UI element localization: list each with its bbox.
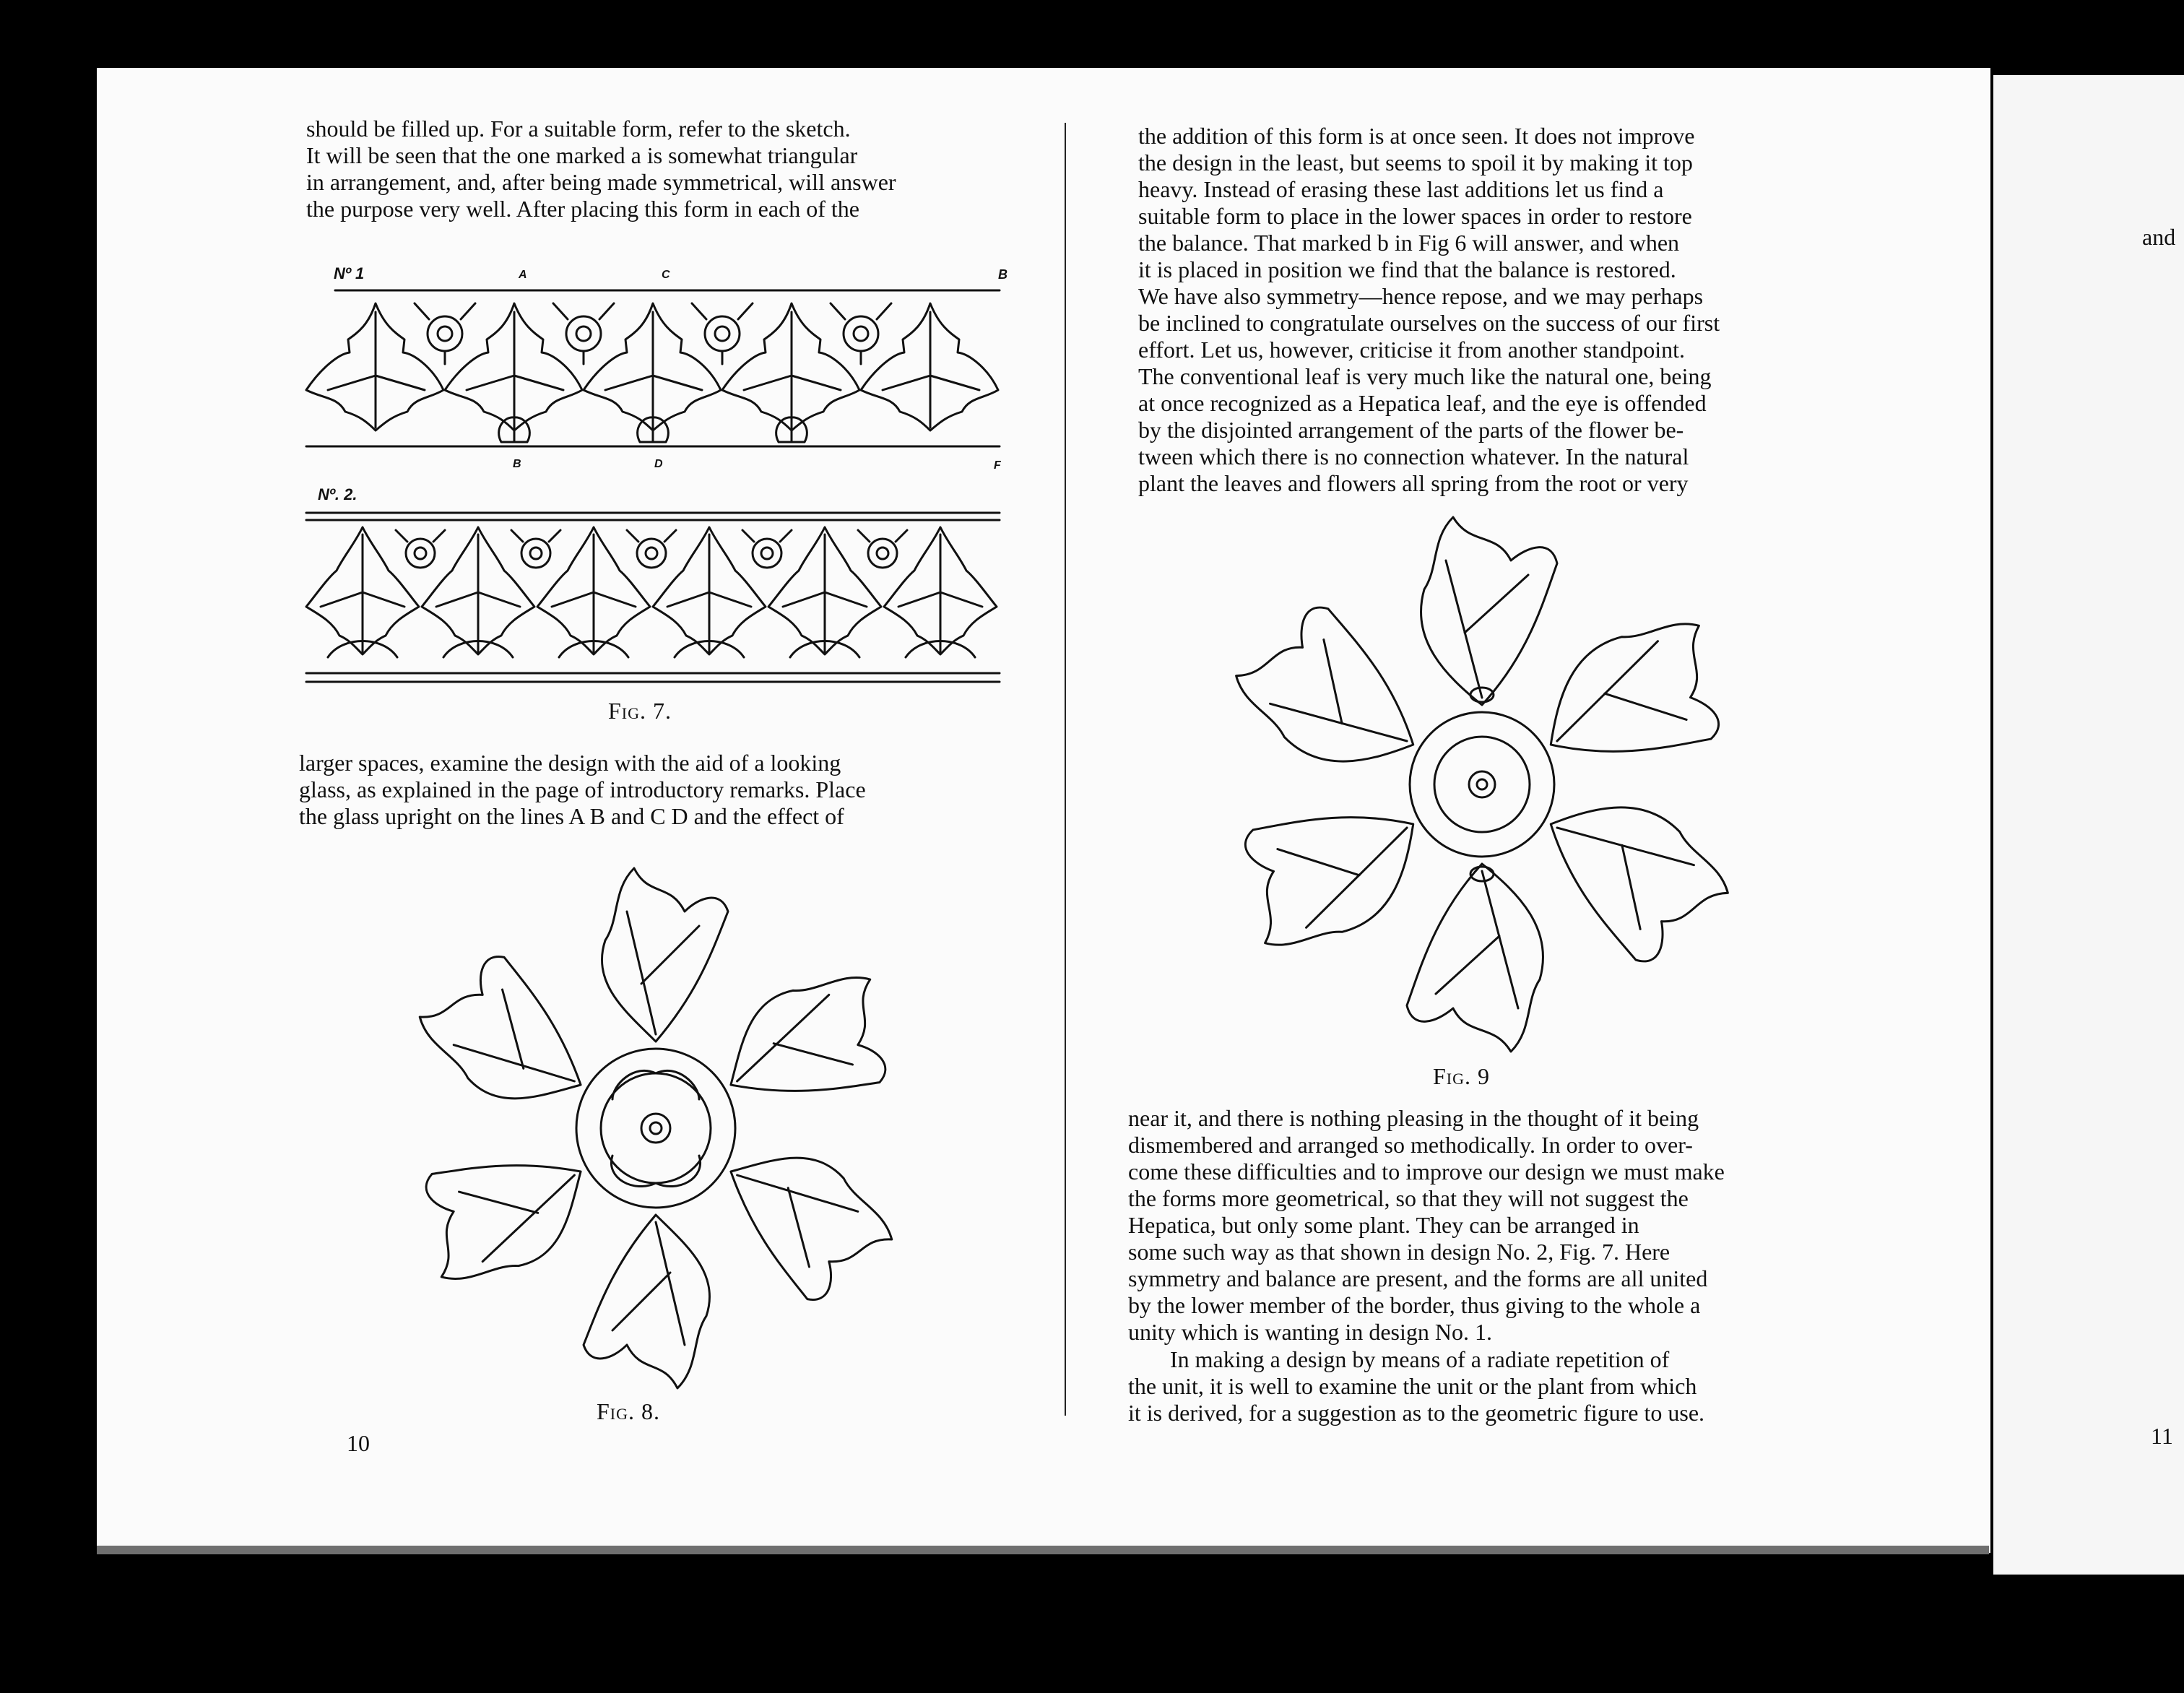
left-page-number: 10 — [347, 1430, 370, 1456]
fig9-caption: Fig. 9 — [1433, 1063, 1491, 1089]
right-top-paragraph: the addition of this form is at once seen. It does not improve the design in the least, but seems to spoil it by making it top heavy. Instead of erasing these last additions let us find a suitable form to place in the lower spaces in order to restore the balance. That marked b in Fig 6 will answer, and when it is placed in position we find that the balance is restored. We have also symmetry—hence repose, and we may perhaps be inclined to congratulate ourselves on the success of our first effort. Let us, however, criticise it from another standpoint. The conventional leaf is very much like the natural one, being at once recognized as a Hepatica leaf, and the eye is offended by the disjointed arrangement of the parts of the flower be- tween which there is no connection whatever. In the natural plant the leaves and flowers all spring from the root or very — [1138, 123, 1720, 496]
fig7-label-c: C — [662, 269, 670, 281]
fig7-design-no1 — [306, 290, 1000, 446]
fig7-label-f: F — [994, 459, 1001, 472]
fig7-caption: Fig. 7. — [608, 698, 672, 724]
fig8-caption: Fig. 8. — [597, 1398, 661, 1424]
fig8-radiate-design — [360, 861, 952, 1395]
next-page — [1993, 75, 2184, 1575]
fig7-label-b: B — [513, 458, 521, 470]
fig7-border-designs — [306, 274, 1000, 693]
left-middle-paragraph: larger spaces, examine the design with the aid of a looking glass, as explained in the page of introductory remarks. Place the glass upright on the lines A B and C D and the effect of — [299, 750, 866, 829]
right-bottom-paragraph: near it, and there is nothing pleasing in the thought of it being dismembered and arranged so methodically. In order to over- come these difficulties and to improve our design we must make the forms more geometrical, so that they will not suggest the Hepatica, but only some plant. They can be arranged in some such way as that shown in design No. 2, Fig. 7. Here symmetry and balance are present, and the forms are all united by the lower member of the border, thus giving to the whole a unity which is wanting in design No. 1. — [1128, 1105, 1725, 1345]
next-page-number: 11 — [2151, 1423, 2173, 1449]
fig7-row2-title: Nº. 2. — [318, 485, 358, 503]
fig7-label-b-top: B — [998, 267, 1008, 282]
next-page-fragment: and — [2142, 224, 2176, 250]
fig7-design-no2 — [306, 513, 1000, 682]
fig7-row1-title: Nº 1 — [334, 264, 365, 282]
fig9-radiate-design — [1179, 510, 1785, 1059]
book-edge — [97, 1546, 1989, 1554]
fig7-label-d: D — [654, 458, 663, 470]
page-gutter-line — [1065, 123, 1066, 1416]
fig7-label-a: A — [519, 269, 527, 281]
right-last-paragraph: In making a design by means of a radiate repetition of the unit, it is well to examine the unit or the plant from which it is derived, for a suggestion as to the geometric figure to use. — [1128, 1346, 1705, 1426]
left-top-paragraph: should be filled up. For a suitable form, refer to the sketch. It will be seen that the one marked a is somewhat triangular in arrangement, and, after being made symmetrical, will answer the purpose very well. After placing this form in each of the — [306, 116, 896, 222]
